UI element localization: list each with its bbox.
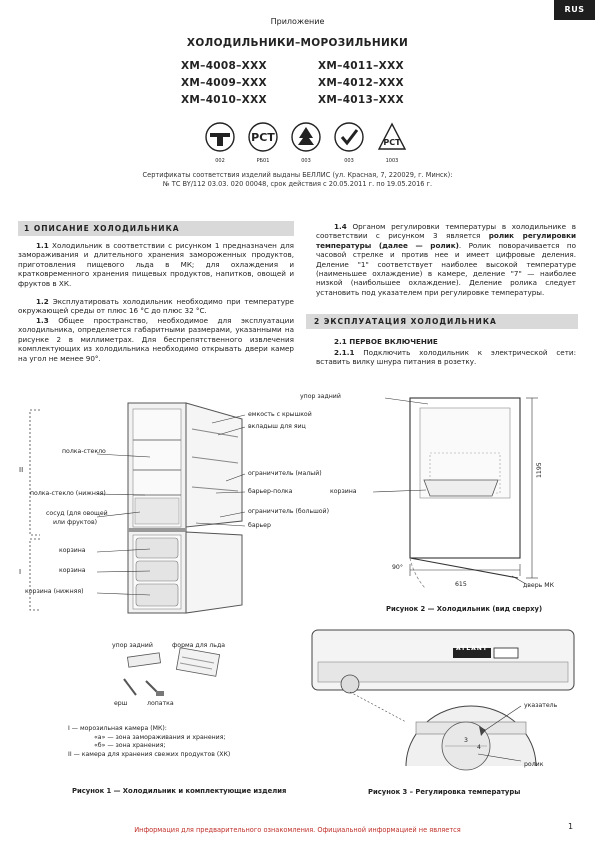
st-sep-logo-icon [205,122,235,152]
model-number: ХМ–4010–ХХХ [181,94,267,106]
model-number: ХМ–4012–ХХХ [318,77,404,89]
svg-text:РСТ: РСТ [383,138,401,147]
label-ice-tray: форма для льда [172,642,226,649]
model-number: ХМ–4009–ХХХ [181,77,267,89]
figure-3-caption: Рисунок 3 – Регулировка температуры [368,788,521,796]
label-glass-shelf: полка-стекло [62,448,106,455]
certificate-info [60,171,535,189]
section-heading: 1 ОПИСАНИЕ ХОЛОДИЛЬНИКА [18,221,294,236]
document-title: ХОЛОДИЛЬНИКИ–МОРОЗИЛЬНИКИ [186,37,409,49]
cert-code: 003 [301,158,311,164]
compartment-I-marker: I [19,568,22,576]
door-angle: 90° [392,564,403,571]
label-basket-lower: корзина (нижняя) [25,588,84,595]
dial-number: 4 [477,744,481,751]
label-roller: ролик [524,761,544,768]
label-rear-stop: упор задний [112,642,153,649]
certificate-line: Сертификаты соответствия изделий выданы БЕЛЛИС (ул. Красная, 7, 220029, г. Минск): [142,171,453,179]
paragraph-emphasis: ролик регулировки температуры (далее — ролик) [316,231,576,250]
brand-logo: ATLANT [456,645,488,652]
label-barrier-shelf: барьер-полка [248,488,293,495]
paragraph-1-2 [18,297,294,316]
paragraph-1-4 [316,222,576,297]
paragraph-text: . Ролик поворачивается по часовой стрелке и против нее и имеет цифровые деления. Деление "1" соответствует наиболее высокой температуре (наименьшее охлаждение) в камере, деление "7" — наиболее низкой (наибольшее охлаждение). Деление ролика следует установить под указателем при регулировке температуры. [316,240,576,297]
label-limiter-large: ограничитель (большой) [248,508,329,515]
label-vegetable-container-2: или фруктов) [53,519,98,526]
cert-code: 003 [344,158,354,164]
subsection-title: 2.1 ПЕРВОЕ ВКЛЮЧЕНИЕ [334,337,438,346]
paragraph-number: 1.4 [334,222,347,231]
pct-logo-icon [248,122,278,152]
paragraph-number: 1.3 [36,316,49,325]
label-rear-stop: упор задний [300,393,341,400]
model-number: ХМ–4008–ХХХ [181,60,267,72]
dial-number: 3 [464,737,468,744]
legend-line: I — морозильная камера (МК): [68,725,167,732]
cert-code: 1003 [385,158,399,164]
section-heading: 2 ЭКСПЛУАТАЦИЯ ХОЛОДИЛЬНИКА [306,314,578,329]
paragraph-number: 1.2 [36,297,49,306]
legend-line: «a» — зона замораживания и хранения; [94,733,226,741]
dimension-width: 615 [455,581,467,588]
label-indicator: указатель [524,702,558,709]
paragraph-text: Общее пространство, необходимое для эксплуатации холодильника, определяется габаритными размерами, указанными на рисунке 2 в миллиметрах. Для беспрепятственного извлечения комплектующих из холодильника необходимо открывать двери камер на угол не менее 90°. [18,316,294,363]
paragraph-number: 2.1.1 [334,348,355,357]
paragraph-1-1 [18,241,294,288]
svg-text:PCT: PCT [251,131,275,144]
dimension-depth: 1195 [536,462,543,478]
cert-code: РБ01 [256,158,270,164]
paragraph-2-1-1 [316,348,576,367]
check-logo-icon [334,122,364,152]
label-glass-shelf-lower: полка-стекло (нижняя) [30,490,106,497]
figure-2-caption: Рисунок 2 — Холодильник (вид сверху) [386,605,543,613]
paragraph-text: Подключить холодильник к электрической сети: вставить вилку шнура питания в розетку. [316,348,576,367]
figure-3 [306,626,581,804]
paragraph-text: Холодильник в соответствии с рисунком 1 предназначен для замораживания и длительного хранения замороженных продуктов, приготовления пищевого льда в МК; для охлаждения и кратковременного хранения пищевых продуктов, напитков, овощей и фруктов в ХК. [18,241,294,288]
label-scraper: лопатка [147,700,174,707]
figure-1 [0,395,329,805]
label-vegetable-container: сосуд (для овощей [46,510,108,517]
triangle-logo-icon [377,122,407,152]
label-barrier: барьер [248,522,271,529]
paragraph-number: 1.1 [36,241,49,250]
paragraph-1-3 [18,316,294,363]
paragraph-text: Эксплуатировать холодильник необходимо при температуре окружающей среды от плюс 16 °С до плюс 32 °С. [18,297,294,316]
figure-1-caption: Рисунок 1 — Холодильник и комплектующие изделия [72,787,287,795]
label-basket: корзина [59,547,86,554]
label-freezer-door: дверь МК [523,582,555,589]
label-brush: ерш [114,700,128,707]
compartment-II-marker: II [19,466,24,474]
certificate-line: № ТС BY/112 03.03. 020 00048, срок действия с 20.05.2011 г. по 19.05.2016 г. [162,180,433,188]
page-number: 1 [568,822,574,831]
figure-2 [300,388,590,620]
label-container-lid: емкость с крышкой [248,411,312,418]
figure-1-legend [68,725,230,759]
legend-line: II — камера для хранения свежих продуктов (ХК) [68,750,231,758]
legend-line: «б» — зона хранения; [94,742,166,749]
label-limiter-small: ограничитель (малый) [248,470,322,477]
label-basket: корзина [330,488,357,495]
model-number: ХМ–4013–ХХХ [318,94,404,106]
page-supertitle: Приложение [270,17,325,26]
paragraph-text: Органом регулировки температуры в холодильнике в соответствии с рисунком 3 является [316,222,576,241]
accessories-illustration [110,645,230,705]
disclaimer-note: Информация для предварительного ознакомления. Официальной информацией не является [134,826,461,834]
label-egg-insert: вкладыш для яиц [248,423,306,430]
model-number: ХМ–4011–ХХХ [318,60,404,72]
language-badge: RUS [554,0,595,20]
cert-code: 002 [215,158,225,164]
tree-logo-icon [291,122,321,152]
label-basket: корзина [59,567,86,574]
